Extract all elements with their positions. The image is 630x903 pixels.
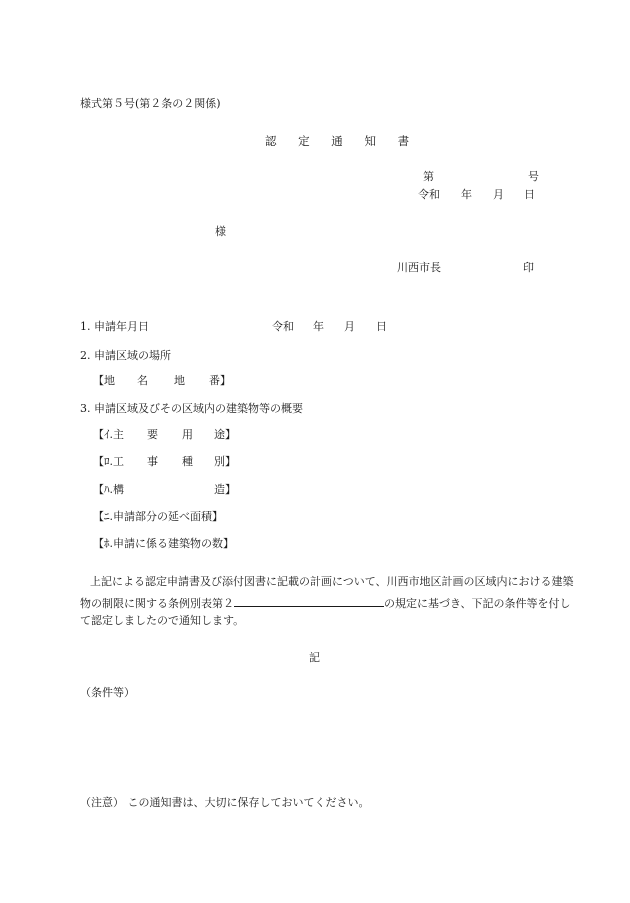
form-number: 様式第５号(第２条の２関係) bbox=[80, 97, 221, 110]
item-3-sub-building-count: 【ﾎ.申請に係る建築物の数】 bbox=[93, 537, 234, 550]
document-title: 認 定 通 知 書 bbox=[265, 134, 419, 148]
item-2-label: 2. 申請区域の場所 bbox=[80, 349, 171, 362]
issuer-title: 川西市長 bbox=[397, 261, 441, 274]
body-line-3: て認定しましたので通知します。 bbox=[80, 614, 245, 627]
caution-note: （注意） この通知書は、大切に保存しておいてください。 bbox=[80, 796, 370, 809]
body-line-2 bbox=[80, 595, 571, 611]
item-1-era: 令和 bbox=[272, 320, 294, 333]
item-3-sub-floor-area: 【ﾆ.申請部分の延べ面積】 bbox=[93, 510, 223, 523]
item-3-sub-part: 途】 bbox=[214, 428, 236, 441]
body-line-2-before: 物の制限に関する条例別表第２ bbox=[80, 597, 234, 610]
addressee-suffix: 様 bbox=[215, 225, 226, 238]
item-3-sub-part: 【ｲ.主 bbox=[93, 428, 124, 441]
item-3-sub-part: 【ﾊ.構 bbox=[93, 483, 124, 496]
conditions-label: （条件等） bbox=[80, 686, 135, 699]
body-line-1: 上記による認定申請書及び添付図書に記載の計画について、川西市地区計画の区域内における建築 bbox=[90, 575, 574, 588]
item-2-sub-part: 番】 bbox=[209, 374, 231, 387]
item-3-sub-part: 種 bbox=[182, 455, 193, 468]
item-3-sub-part: 【ﾛ.工 bbox=[93, 455, 124, 468]
issue-date-era: 令和 bbox=[418, 188, 440, 201]
item-3-label: 3. 申請区域及びその区域内の建築物等の概要 bbox=[80, 402, 303, 415]
issue-date-day: 日 bbox=[524, 188, 535, 201]
item-1-label: 1. 申請年月日 bbox=[80, 320, 149, 333]
item-3-sub-part: 要 bbox=[147, 428, 158, 441]
table-number-blank bbox=[234, 595, 384, 607]
ki-heading: 記 bbox=[309, 651, 320, 664]
item-3-sub-part: 用 bbox=[182, 428, 193, 441]
item-2-sub-part: 名 bbox=[137, 374, 148, 387]
item-3-sub-part: 事 bbox=[147, 455, 158, 468]
issue-date-year: 年 bbox=[461, 188, 472, 201]
issue-date-month: 月 bbox=[493, 188, 504, 201]
seal-mark: 印 bbox=[523, 261, 534, 274]
item-3-sub-part: 造】 bbox=[214, 483, 236, 496]
item-1-month: 月 bbox=[344, 320, 355, 333]
item-1-day: 日 bbox=[376, 320, 387, 333]
item-1-year: 年 bbox=[313, 320, 324, 333]
item-2-sub-part: 【地 bbox=[93, 374, 115, 387]
number-prefix: 第 bbox=[423, 170, 434, 183]
item-2-sub-part: 地 bbox=[174, 374, 185, 387]
number-suffix: 号 bbox=[528, 170, 539, 183]
body-line-2-after: の規定に基づき、下記の条件等を付し bbox=[384, 597, 571, 610]
item-3-sub-part: 別】 bbox=[214, 455, 236, 468]
